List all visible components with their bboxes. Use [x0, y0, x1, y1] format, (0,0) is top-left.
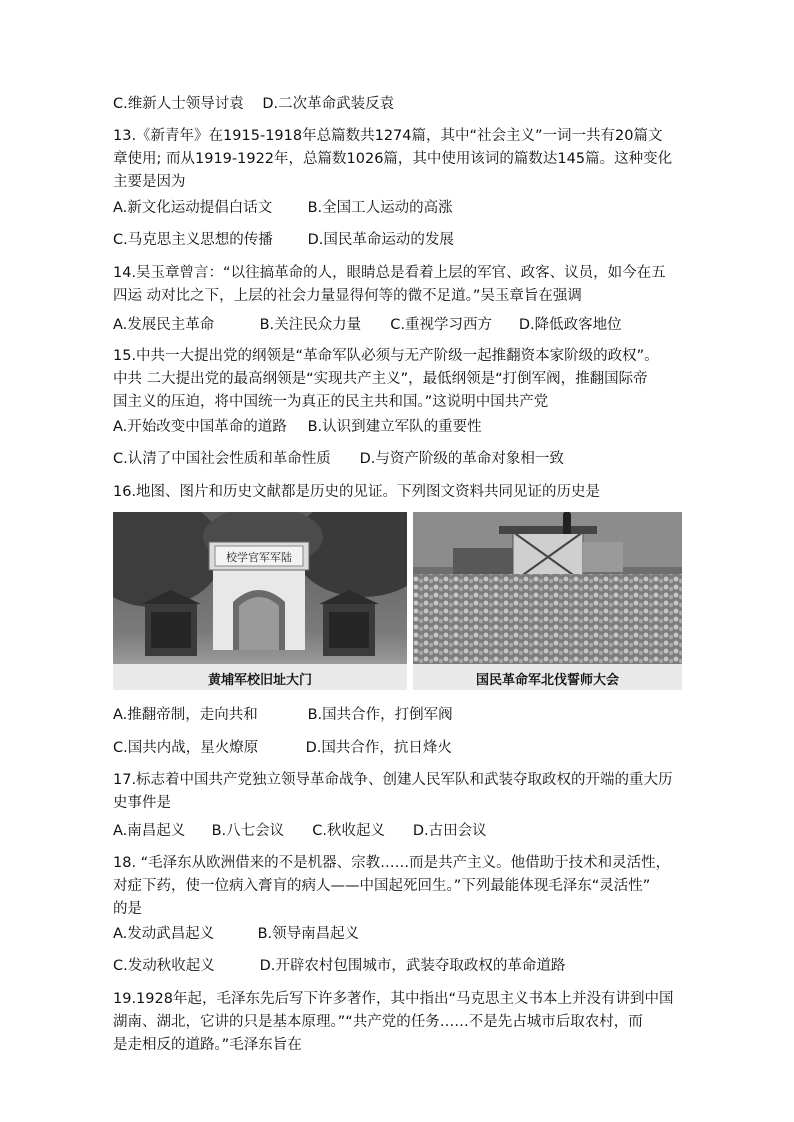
- q13-option-b: B.全国工人运动的高涨: [307, 200, 453, 216]
- q13-option-d: D.国民革命运动的发展: [307, 232, 454, 248]
- q18-options-ab: [113, 922, 359, 943]
- q17-stem-line-2: 史事件是: [113, 795, 171, 811]
- q13-option-a: A.新文化运动提倡白话文: [113, 200, 273, 216]
- q14-option-d: D.降低政客地位: [518, 317, 622, 333]
- q14-option-a: A.发展民主革命: [113, 317, 215, 333]
- q16-options-ab: [113, 703, 453, 724]
- q16-option-b: B.国共合作，打倒军阀: [307, 707, 453, 723]
- q13-options-cd: [113, 228, 454, 249]
- photo-whampoa-caption: 黄埔军校旧址大门: [207, 673, 312, 688]
- q17-stem-line-1: 17.标志着中国共产党独立领导革命战争、创建人民军队和武装夺取政权的开端的重大历: [113, 772, 673, 788]
- q17-option-c: C.秋收起义: [312, 823, 385, 839]
- q14-option-b: B.关注民众力量: [259, 317, 362, 333]
- q14-option-c: C.重视学习西方: [390, 317, 492, 333]
- q15-stem-line-3: 国主义的压迫，将中国统一为真正的民主共和国。”这说明中国共产党: [113, 394, 549, 410]
- q16-options-cd: [113, 736, 452, 757]
- q12-options-cd: [113, 92, 394, 113]
- q19-stem-line-3: 是走相反的道路。”毛泽东旨在: [113, 1037, 302, 1053]
- q13-stem-line-3: 主要是因为: [113, 174, 186, 190]
- q13-stem-line-2: 章使用; 而从1919-1922年，总篇数1026篇，其中使用该词的篇数达145篇。这种变化: [113, 151, 673, 167]
- q13-option-c: C.马克思主义思想的传播: [113, 232, 273, 248]
- q18-stem-line-1: 18. “毛泽东从欧洲借来的不是机器、宗教……而是共产主义。他借助于技术和灵活性，: [113, 855, 671, 871]
- q16-stem: 16.地图、图片和历史文献都是历史的见证。下列图文资料共同见证的历史是: [113, 484, 601, 500]
- q18-option-d: D.开辟农村包围城市，武装夺取政权的革命道路: [259, 958, 566, 974]
- q15-option-b: B.认识到建立军队的重要性: [307, 419, 482, 435]
- photo-rally-caption: 国民革命军北伐誓师大会: [475, 673, 619, 688]
- q15-options-cd: [113, 447, 564, 468]
- q12-option-c: C.维新人士领导讨袁: [113, 96, 244, 112]
- q14-stem-line-1: 14.吴玉章曾言：“以往搞革命的人，眼睛总是看着上层的军官、政客、议员，如今在五: [113, 265, 666, 281]
- q17-options: [113, 819, 487, 840]
- q16-option-a: A.推翻帝制，走向共和: [113, 707, 258, 723]
- q17-option-d: D.古田会议: [412, 823, 487, 839]
- photo-whampoa-gate: [113, 512, 407, 690]
- q18-option-a: A.发动武昌起义: [113, 926, 215, 942]
- q15-stem-line-2: 中共 二大提出党的最高纲领是“实现共产主义”，最低纲领是“打倒军阀，推翻国际帝: [113, 371, 648, 387]
- q12-option-d: D.二次革命武装反袁: [262, 96, 395, 112]
- q15-option-c: C.认清了中国社会性质和革命性质: [113, 451, 331, 467]
- q15-options-ab: [113, 415, 482, 436]
- q18-option-b: B.领导南昌起义: [257, 926, 360, 942]
- q15-option-a: A.开始改变中国革命的道路: [113, 419, 287, 435]
- q14-stem-line-2: 四运 动对比之下，上层的社会力量显得何等的微不足道。”吴玉章旨在强调: [113, 288, 582, 304]
- q18-stem-line-2: 对症下药，使一位病入膏肓的病人——中国起死回生。”下列最能体现毛泽东“灵活性”: [113, 878, 651, 894]
- q17-option-a: A.南昌起义: [113, 823, 186, 839]
- q15-option-d: D.与资产阶级的革命对象相一致: [359, 451, 564, 467]
- whampoa-gate-signboard: 校学官军军陆: [226, 551, 292, 564]
- q16-option-d: D.国共合作，抗日烽火: [305, 740, 452, 756]
- q15-stem-line-1: 15.中共一大提出党的纲领是“革命军队必须与无产阶级一起推翻资本家阶级的政权”。: [113, 348, 659, 364]
- q13-options-ab: [113, 196, 453, 217]
- q17-option-b: B.八七会议: [211, 823, 285, 839]
- q18-option-c: C.发动秋收起义: [113, 958, 215, 974]
- q19-stem-line-2: 湖南、湖北，它讲的只是基本原理。”“共产党的任务……不是先占城市后取农村，而: [113, 1014, 643, 1030]
- q16-option-c: C.国共内战，星火燎原: [113, 740, 259, 756]
- q13-stem-line-1: 13.《新青年》在1915-1918年总篇数共1274篇，其中“社会主义”一词一共有20篇文: [113, 128, 663, 144]
- q19-stem-line-1: 19.1928年起，毛泽东先后写下许多著作，其中指出“马克思主义书本上并没有讲到中国: [113, 991, 674, 1007]
- q18-stem-line-3: 的是: [113, 901, 142, 917]
- q14-options: [113, 313, 622, 334]
- photo-northern-expedition-rally: [413, 512, 682, 690]
- q18-options-cd: [113, 954, 565, 975]
